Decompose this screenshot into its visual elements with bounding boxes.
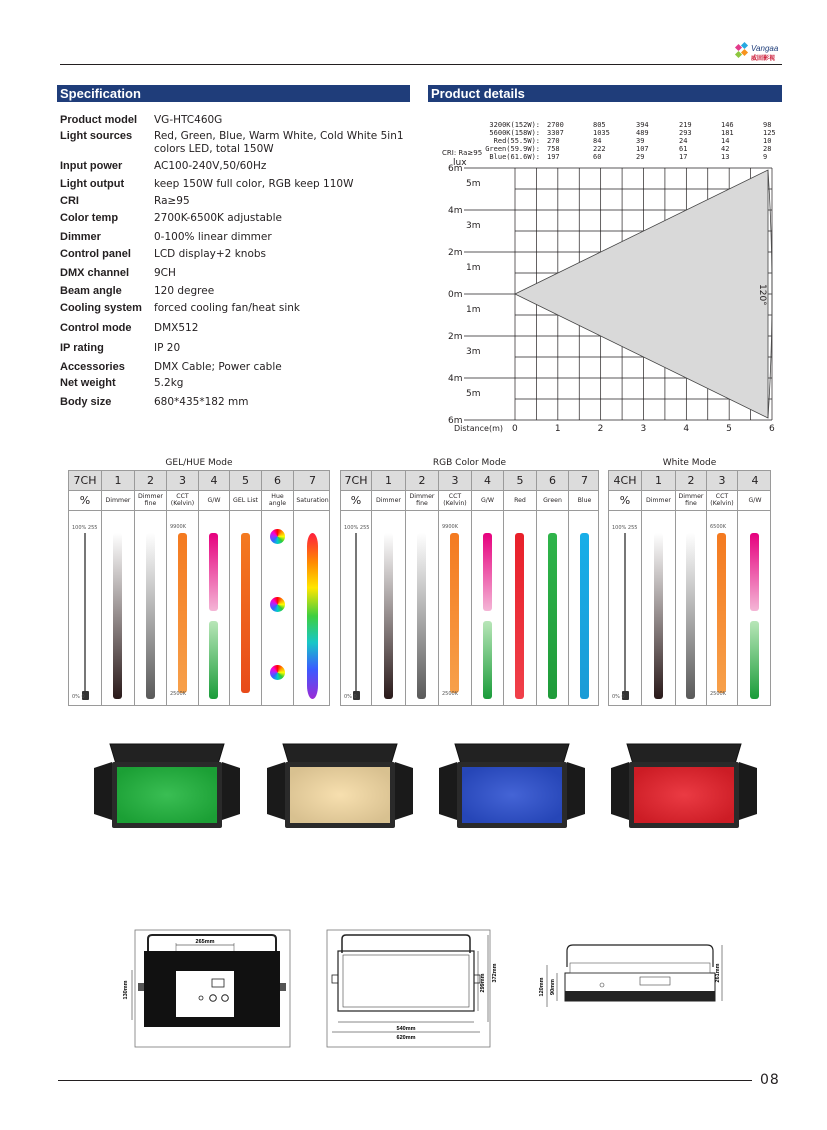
column-divider <box>293 510 294 705</box>
spec-key: IP rating <box>60 342 104 354</box>
value-gradient-bar <box>483 533 492 611</box>
dmx-channel-row <box>341 471 598 491</box>
dimension-drawings <box>110 925 800 1050</box>
lux-value: 146 <box>721 121 734 129</box>
channel-function: Dimmer <box>371 490 405 510</box>
value-gradient-bar <box>483 621 492 699</box>
x-tick-label: 0 <box>512 424 518 434</box>
fader-top-label: 100% 255 <box>344 525 370 531</box>
lux-value: 758 <box>547 145 560 153</box>
value-gradient-bar <box>146 533 155 699</box>
front-view-drawing <box>123 930 290 1047</box>
side-view-drawing <box>539 945 722 1007</box>
column-divider <box>536 510 537 705</box>
spec-key: Beam angle <box>60 285 122 297</box>
lux-value: 293 <box>679 129 692 137</box>
beam-angle-label: 120° <box>757 284 767 306</box>
spec-key: Product model <box>60 114 138 126</box>
lux-value: 84 <box>593 137 602 145</box>
lux-value: 10 <box>763 137 772 145</box>
logo-text: Vangaa <box>751 44 779 53</box>
dmx-channel-row <box>69 471 329 491</box>
column-divider <box>229 510 230 705</box>
x-tick-label: 4 <box>683 424 690 434</box>
fader-top-label: 100% 255 <box>72 525 98 531</box>
x-tick-label: 1 <box>554 424 561 434</box>
spec-value: DMX Cable; Power cable <box>154 361 282 373</box>
channel-count: 7CH <box>344 474 368 487</box>
fader-bottom-label: 0% 0 <box>612 694 625 700</box>
product-photo-blue <box>437 742 587 834</box>
inner-tick-label: 1m <box>466 263 481 273</box>
inner-tick-label: 5m <box>466 389 481 399</box>
header-divider <box>60 64 782 65</box>
channel-number: 7 <box>568 471 600 490</box>
spec-value: LCD display+2 knobs <box>154 248 266 260</box>
lux-value: 222 <box>593 145 606 153</box>
side-height-label-3: 261mm <box>715 963 721 983</box>
lux-value: 17 <box>679 153 688 161</box>
spec-key: Color temp <box>60 212 119 224</box>
lux-unit-label: lux <box>453 158 467 168</box>
channel-function: Blue <box>568 490 600 510</box>
value-gradient-bar <box>241 533 250 693</box>
percent-label: % <box>79 493 91 507</box>
color-wheel-icon <box>270 529 285 544</box>
column-divider <box>675 510 676 705</box>
inner-tick-label: 1m <box>466 305 481 315</box>
lux-value: 2700 <box>547 121 564 129</box>
spec-key: Net weight <box>60 377 116 389</box>
dmx-function-row <box>69 490 329 511</box>
spec-value: VG-HTC460G <box>154 114 223 126</box>
spec-value: 0-100% linear dimmer <box>154 231 272 243</box>
spec-value: 9CH <box>154 267 176 279</box>
lux-value: 39 <box>636 137 645 145</box>
channel-function: Green <box>536 490 568 510</box>
value-gradient-bar <box>450 533 459 693</box>
specification-header: Specification <box>57 85 410 102</box>
column-divider <box>471 510 472 705</box>
channel-function: Red <box>503 490 536 510</box>
beam-triangle <box>515 170 768 418</box>
page-number: 08 <box>760 1072 780 1088</box>
lux-value: 61 <box>679 145 688 153</box>
top-width-label-2: 620mm <box>396 1035 416 1041</box>
value-gradient-bar <box>750 533 759 611</box>
value-gradient-bar <box>178 533 187 693</box>
column-divider <box>438 510 439 705</box>
inner-tick-label: 5m <box>466 179 481 189</box>
column-divider <box>166 510 167 705</box>
column-divider <box>371 510 372 705</box>
lux-row-label: Blue(61.6W): <box>489 153 540 161</box>
spec-value: Ra≥95 <box>154 195 190 207</box>
lux-row-label: Red(55.5W): <box>493 137 540 145</box>
column-divider <box>706 510 707 705</box>
channel-function: G/W <box>471 490 503 510</box>
lux-value: 13 <box>721 153 730 161</box>
spec-key: CRI <box>60 195 79 207</box>
x-tick-label: 3 <box>640 424 647 434</box>
channel-function: Dimmer fine <box>134 490 166 510</box>
cct-top-label: 9900K <box>170 524 187 530</box>
spec-key: Light output <box>60 178 125 190</box>
lux-value: 3307 <box>547 129 564 137</box>
fader-track <box>624 533 626 699</box>
mode-title: GEL/HUE Mode <box>165 458 233 468</box>
lux-value: 107 <box>636 145 649 153</box>
spec-key: Input power <box>60 160 123 172</box>
spec-value: forced cooling fan/heat sink <box>154 302 301 314</box>
inner-tick-label: 3m <box>466 347 481 357</box>
top-view-drawing <box>327 930 498 1047</box>
spec-key: Control mode <box>60 322 132 334</box>
cct-top-label: 6500K <box>710 524 727 530</box>
channel-number: 1 <box>371 471 405 490</box>
fader-track <box>84 533 86 699</box>
channel-number: 7 <box>293 471 331 490</box>
spec-key: Body size <box>60 396 112 408</box>
lux-value: 270 <box>547 137 560 145</box>
channel-number: 3 <box>166 471 198 490</box>
percent-label: % <box>350 493 362 507</box>
channel-function: Dimmer fine <box>405 490 438 510</box>
lux-value: 98 <box>763 121 772 129</box>
percent-label: % <box>619 493 631 507</box>
channel-number: 3 <box>706 471 737 490</box>
mode-title: White Mode <box>662 458 717 468</box>
column-divider <box>134 510 135 705</box>
dmx-table <box>68 470 330 706</box>
value-gradient-bar <box>686 533 695 699</box>
y-tick-label: 2m <box>448 332 463 342</box>
fader-top-label: 100% 255 <box>612 525 638 531</box>
cct-bottom-label: 2500K <box>442 691 459 697</box>
column-divider <box>737 510 738 705</box>
channel-number: 6 <box>536 471 568 490</box>
value-gradient-bar <box>750 621 759 699</box>
beam-chart <box>428 116 782 436</box>
channel-function: G/W <box>737 490 772 510</box>
value-gradient-bar <box>548 533 557 699</box>
lux-value: 24 <box>679 137 688 145</box>
channel-number: 5 <box>229 471 261 490</box>
spec-key: Cooling system <box>60 302 142 314</box>
spec-value: 2700K-6500K adjustable <box>154 212 282 224</box>
column-divider <box>405 510 406 705</box>
channel-number: 3 <box>438 471 471 490</box>
value-gradient-bar <box>515 533 524 699</box>
channel-number: 2 <box>134 471 166 490</box>
lux-value: 14 <box>721 137 730 145</box>
lux-value: 125 <box>763 129 776 137</box>
channel-number: 2 <box>405 471 438 490</box>
spec-key: DMX channel <box>60 267 130 279</box>
x-tick-label: 6 <box>769 424 775 434</box>
lux-value: 489 <box>636 129 649 137</box>
product-details-header: Product details <box>428 85 782 102</box>
front-height-label: 130mm <box>123 980 129 1000</box>
column-divider <box>503 510 504 705</box>
side-height-label-1: 120mm <box>539 977 545 997</box>
spec-key: Light sources <box>60 130 133 142</box>
product-photo-warm <box>265 742 415 834</box>
footer-divider <box>58 1080 752 1081</box>
spec-value: Red, Green, Blue, Warm White, Cold White 5in1 colors LED, total 150W <box>154 130 404 155</box>
lux-value: 9 <box>763 153 768 161</box>
y-tick-label: 6m <box>448 416 463 426</box>
dmx-function-row <box>609 490 770 511</box>
value-gradient-bar <box>384 533 393 699</box>
spec-value: AC100-240V,50/60Hz <box>154 160 267 172</box>
channel-number: 1 <box>641 471 675 490</box>
channel-number: 4 <box>198 471 229 490</box>
spec-value: 5.2kg <box>154 377 184 389</box>
y-tick-label: 4m <box>448 374 463 384</box>
channel-number: 4 <box>471 471 503 490</box>
y-tick-label: 0m <box>448 290 463 300</box>
color-wheel-icon <box>270 665 285 680</box>
top-height-label-1: 299mm <box>480 973 486 993</box>
value-gradient-bar <box>209 533 218 611</box>
channel-function: Dimmer <box>101 490 134 510</box>
value-gradient-bar <box>717 533 726 693</box>
lux-value: 60 <box>593 153 602 161</box>
lux-value: 42 <box>721 145 730 153</box>
channel-function: CCT (Kelvin) <box>166 490 198 510</box>
spec-key: Dimmer <box>60 231 101 243</box>
y-tick-label: 6m <box>448 164 463 174</box>
cct-bottom-label: 2500K <box>170 691 187 697</box>
color-wheel-icon <box>270 597 285 612</box>
lux-value: 29 <box>636 153 645 161</box>
spec-value: IP 20 <box>154 342 181 354</box>
channel-function: Saturation <box>293 490 331 510</box>
cct-bottom-label: 2500K <box>710 691 727 697</box>
channel-number: 2 <box>675 471 706 490</box>
x-tick-label: 5 <box>726 424 732 434</box>
top-width-label-1: 540mm <box>396 1026 416 1032</box>
spec-value: DMX512 <box>154 322 199 334</box>
column-divider <box>198 510 199 705</box>
lux-row-label: 3200K(152W): <box>489 121 540 129</box>
cct-top-label: 9900K <box>442 524 459 530</box>
channel-count: 7CH <box>73 474 97 487</box>
dmx-table <box>340 470 599 706</box>
x-tick-label: 2 <box>597 424 604 434</box>
lux-value: 1035 <box>593 129 610 137</box>
lux-row-label: 5600K(158W): <box>489 129 540 137</box>
column-divider <box>101 510 102 705</box>
channel-function: G/W <box>198 490 229 510</box>
channel-function: Dimmer fine <box>675 490 706 510</box>
value-gradient-bar <box>654 533 663 699</box>
lux-value: 394 <box>636 121 649 129</box>
channel-number: 1 <box>101 471 134 490</box>
channel-number: 5 <box>503 471 536 490</box>
value-gradient-bar <box>307 533 318 699</box>
lux-value: 197 <box>547 153 560 161</box>
dmx-channel-row <box>609 471 770 491</box>
column-divider <box>568 510 569 705</box>
channel-function: GEL List <box>229 490 261 510</box>
dmx-function-row <box>341 490 598 511</box>
side-height-label-2: 90mm <box>550 979 556 995</box>
spec-value: keep 150W full color, RGB keep 110W <box>154 178 354 190</box>
fader-bottom-label: 0% 0 <box>72 694 85 700</box>
lux-value: 181 <box>721 129 734 137</box>
channel-function: Dimmer <box>641 490 675 510</box>
value-gradient-bar <box>209 621 218 699</box>
dmx-table <box>608 470 771 706</box>
front-width-label: 265mm <box>195 939 215 945</box>
x-axis-title: Distance(m) <box>454 424 504 433</box>
spec-value: 680*435*182 mm <box>154 396 249 408</box>
column-divider <box>261 510 262 705</box>
spec-key: Accessories <box>60 361 125 373</box>
product-photo-red <box>609 742 759 834</box>
value-gradient-bar <box>417 533 426 699</box>
mode-title: RGB Color Mode <box>432 458 507 468</box>
fader-bottom-label: 0% 0 <box>344 694 357 700</box>
lux-value: 28 <box>763 145 772 153</box>
channel-function: CCT (Kelvin) <box>438 490 471 510</box>
channel-number: 6 <box>261 471 293 490</box>
cri-label: CRI: Ra≥95 <box>442 149 483 157</box>
spec-value: 120 degree <box>154 285 215 297</box>
fader-track <box>355 533 357 699</box>
product-photo-green <box>92 742 242 834</box>
value-gradient-bar <box>113 533 122 699</box>
inner-tick-label: 3m <box>466 221 481 231</box>
channel-function: CCT (Kelvin) <box>706 490 737 510</box>
lux-value: 219 <box>679 121 692 129</box>
channel-function: Hue angle <box>261 490 293 510</box>
channel-number: 4 <box>737 471 772 490</box>
y-tick-label: 2m <box>448 248 463 258</box>
lux-row-label: Green(59.9W): <box>485 145 540 153</box>
y-tick-label: 4m <box>448 206 463 216</box>
column-divider <box>641 510 642 705</box>
brand-logo <box>734 41 794 63</box>
lux-value: 805 <box>593 121 606 129</box>
value-gradient-bar <box>580 533 589 699</box>
spec-key: Control panel <box>60 248 131 260</box>
logo-subtext: 威固影视 <box>751 55 776 62</box>
channel-count: 4CH <box>613 474 637 487</box>
top-height-label-2: 372mm <box>492 963 498 983</box>
